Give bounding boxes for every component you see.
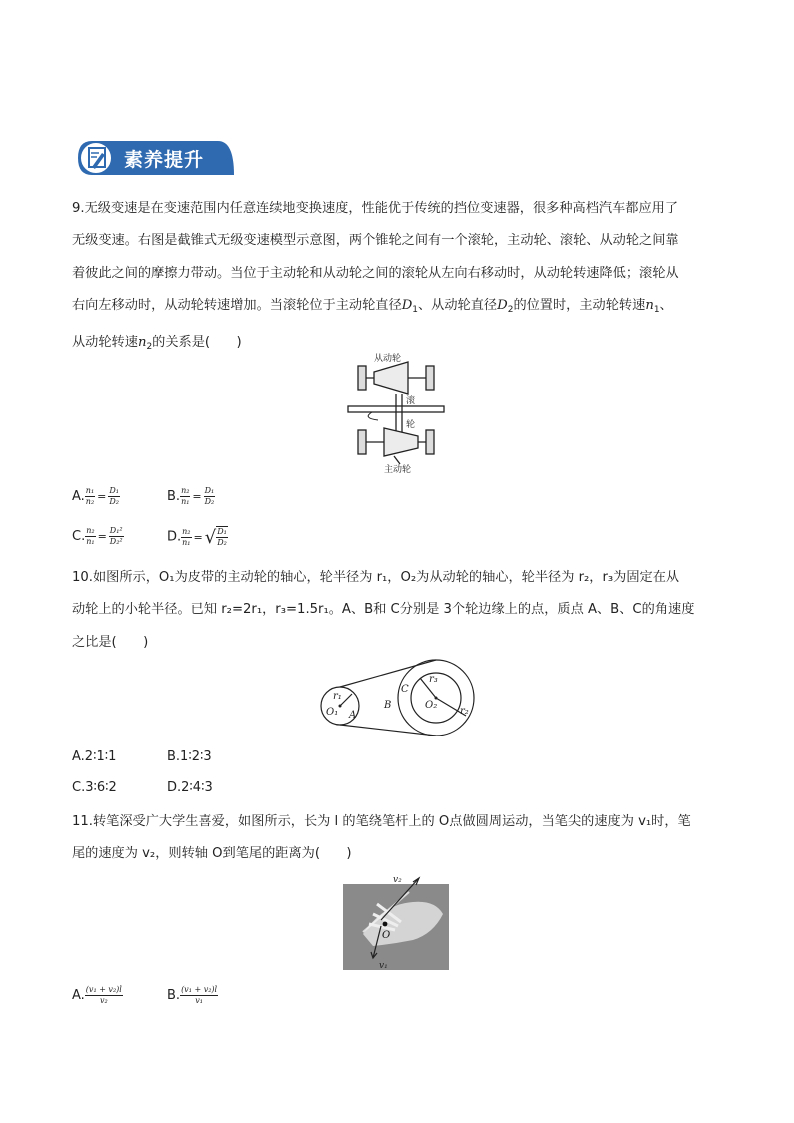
label-a: A <box>349 710 357 721</box>
q9-option-b[interactable]: B. $\frac{\text{n₂}}{\text{n₁}}$ = $\frac{\text{D₁}}{\text{D₂}}$ <box>167 486 215 506</box>
pencil-icon <box>82 143 112 173</box>
q11-line-1: 11.转笔深受广大学生喜爱，如图所示，长为 l 的笔绕笔杆上的 O点做圆周运动，当笔尖的速度为 v₁时，笔 <box>72 814 691 829</box>
q10-option-c[interactable]: C.3∶6∶2 <box>72 780 117 795</box>
pen-spin-photo <box>343 874 451 972</box>
section-title: 素养提升 <box>124 149 205 171</box>
q10-option-b[interactable]: B.1∶2∶3 <box>167 749 212 764</box>
q11-option-b[interactable]: B. $\frac{\text{(v₁ + v₂)l}}{\text{v₁}}$ <box>167 985 218 1005</box>
q9-line-3: 着彼此之间的摩擦力带动。当位于主动轮和从动轮之间的滚轮从左向右移动时，从动轮转速降低；滚轮从 <box>72 265 679 281</box>
label-o1: O₁ <box>326 707 339 718</box>
roller-label-2: 轮 <box>406 420 416 430</box>
q9-option-d[interactable]: D. $\frac{\text{n₂}}{\text{n₁}}$ = √ $\frac{\text{D₁}}{\text{D₂}}$ <box>167 526 227 548</box>
q10-line-2: 动轮上的小轮半径。已知 r₂=2r₁，r₃=1.5r₁。A、B和 C分别是 3个轮边缘上的点，质点 A、B、C的角速度 <box>72 602 695 618</box>
section-banner <box>76 139 236 177</box>
label-b: B <box>384 700 392 711</box>
driven-wheel-label: 从动轮 <box>374 354 402 364</box>
q10-line-3: 之比是( ) <box>72 634 149 650</box>
label-r1: r₁ <box>333 691 342 702</box>
q9-line-2: 无级变速。右图是截锥式无级变速模型示意图，两个锥轮之间有一个滚轮，主动轮、滚轮、从动轮之间靠 <box>72 233 679 249</box>
q10-line-1: 10.如图所示，O₁为皮带的主动轮的轴心，轮半径为 r₁，O₂为从动轮的轴心，轮半径为 r₂，r₃为固定在从 <box>72 570 680 585</box>
q10-option-a[interactable]: A.2∶1∶1 <box>72 749 117 764</box>
roller-label-1: 滚 <box>406 396 416 406</box>
label-c: C <box>401 684 409 695</box>
label-v2: v₂ <box>393 875 402 885</box>
question-10 <box>72 562 722 659</box>
q11-option-a[interactable]: A. $\frac{\text{(v₁ + v₂)l}}{\text{v₂}}$ <box>72 985 122 1005</box>
q10-option-d[interactable]: D.2∶4∶3 <box>167 780 213 795</box>
question-11 <box>72 806 722 871</box>
q11-line-2: 尾的速度为 v₂，则转轴 O到笔尾的距离为( ) <box>72 846 352 862</box>
label-v1: v₁ <box>379 961 388 971</box>
cvt-diagram <box>344 352 448 476</box>
label-o2: O₂ <box>425 700 438 711</box>
belt-drive-diagram <box>316 656 480 736</box>
q9-line-5: 从动轮转速$n_2$的关系是( ) <box>72 334 242 352</box>
q9-option-c[interactable]: C. $\frac{\text{n₂}}{\text{n₁}}$ = $\frac{\text{D₁²}}{\text{D₂²}}$ <box>72 526 123 546</box>
label-r3: r₃ <box>429 674 438 685</box>
q9-line-1: 9.无级变速是在变速范围内任意连续地变换速度，性能优于传统的挡位变速器，很多种高档汽车都应用了 <box>72 201 679 216</box>
label-o: O <box>382 930 391 941</box>
q9-option-a[interactable]: A. $\frac{\text{n₁}}{\text{n₂}}$ = $\frac{\text{D₁}}{\text{D₂}}$ <box>72 486 119 506</box>
q9-line-4: 右向左移动时，从动轮转速增加。当滚轮位于主动轮直径$D_1$、从动轮直径$D_2$的位置时，主动轮转速$n_1$、 <box>72 298 673 316</box>
label-r2: r₂ <box>460 706 469 717</box>
driver-wheel-label: 主动轮 <box>384 465 412 475</box>
question-9 <box>72 193 722 363</box>
